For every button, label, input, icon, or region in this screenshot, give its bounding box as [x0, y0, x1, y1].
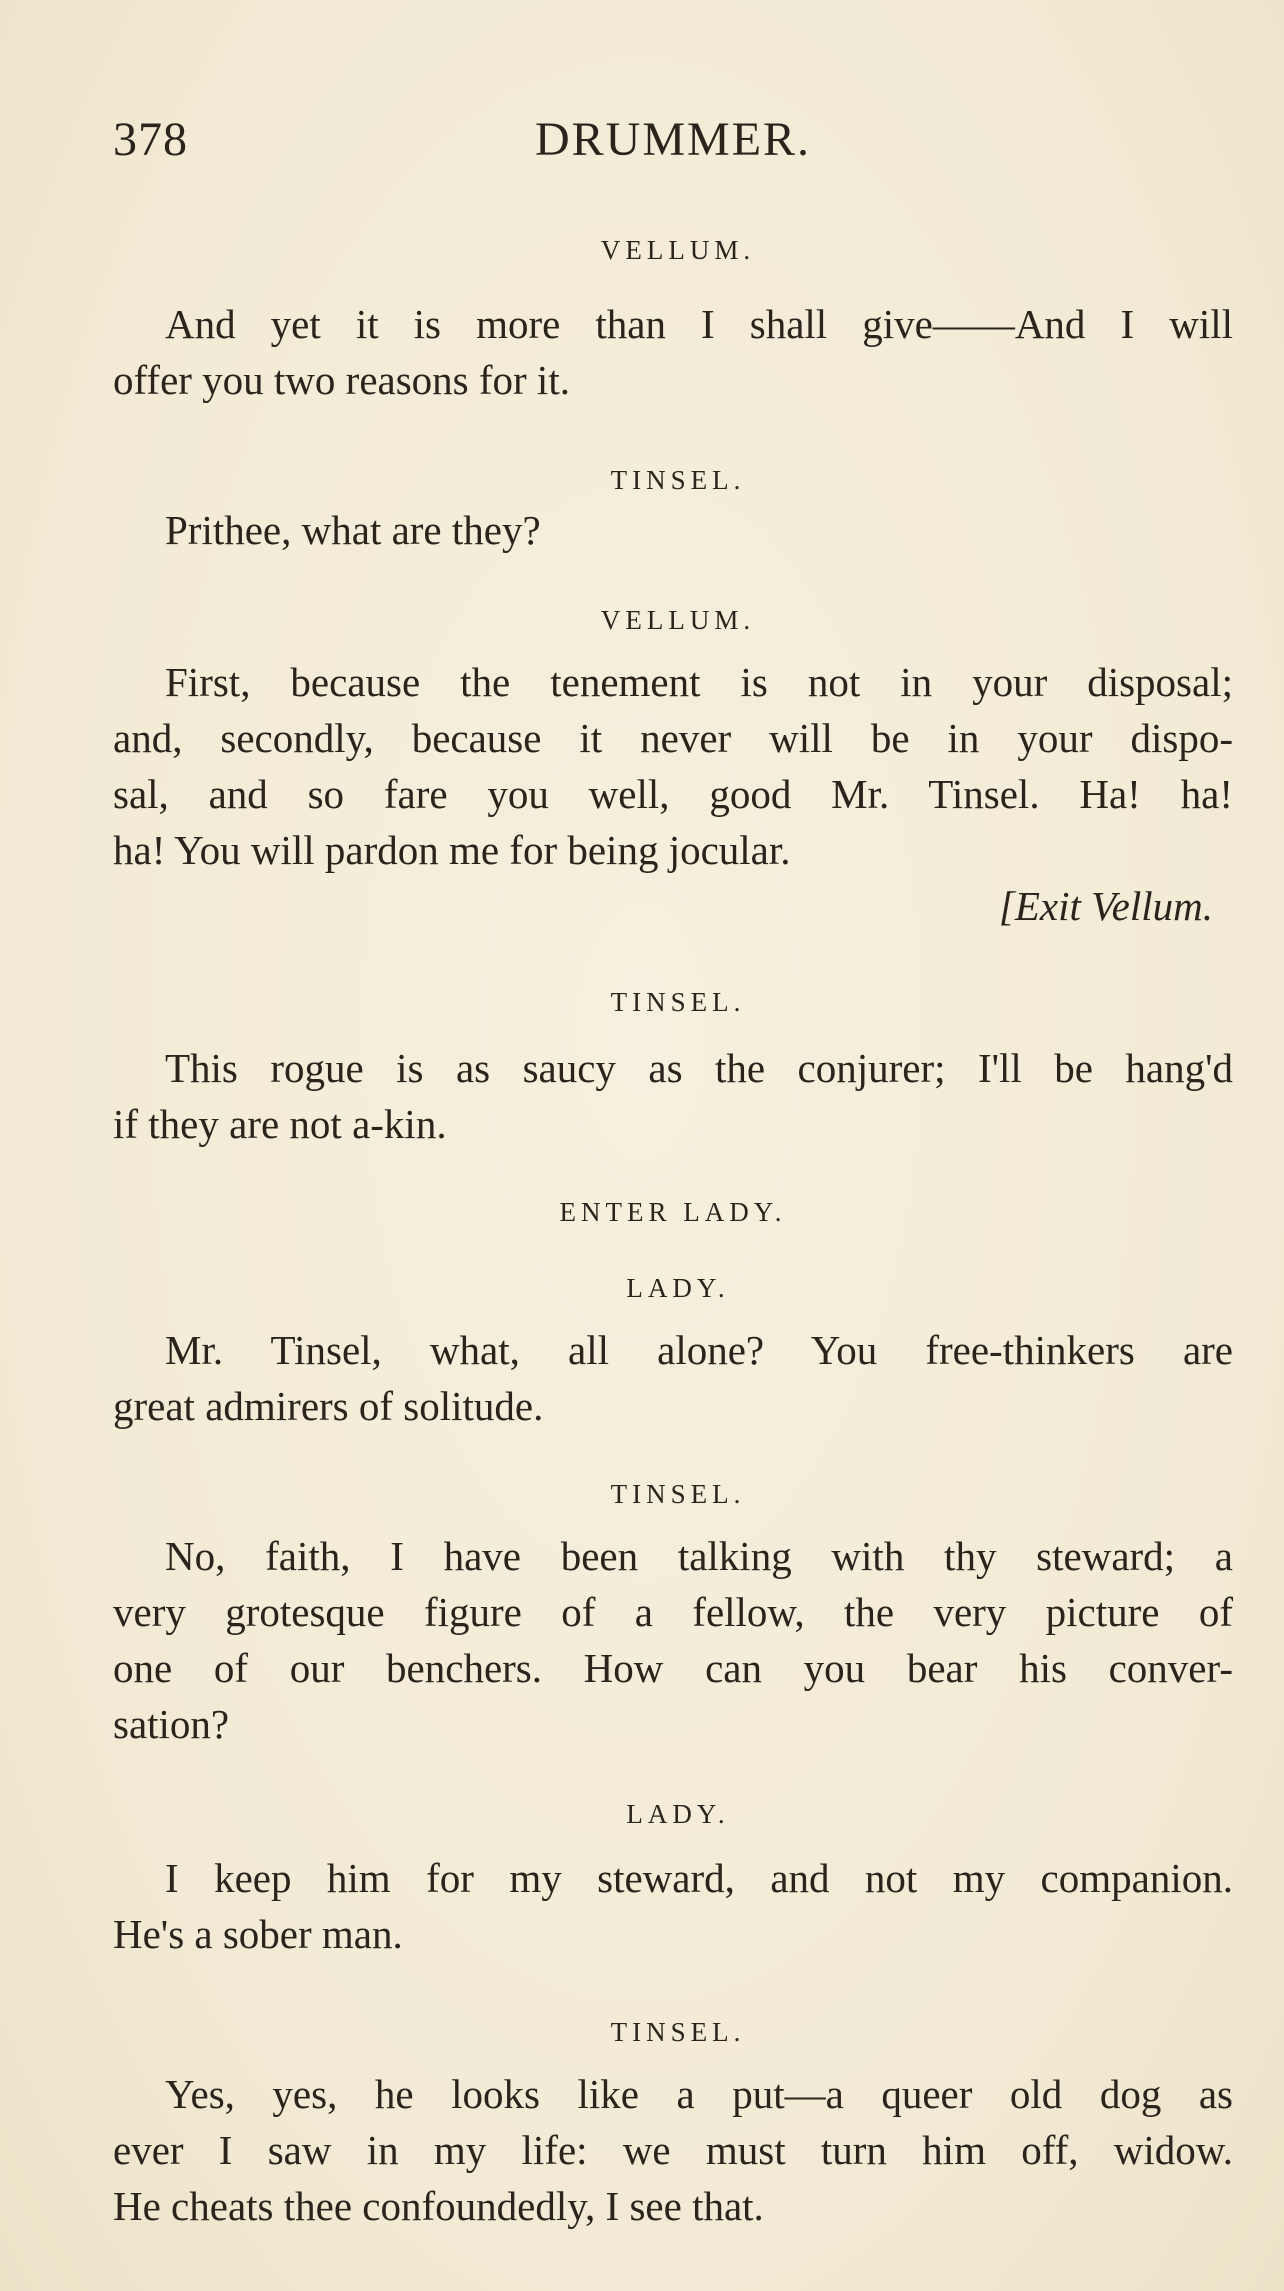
- speech-line: He cheats thee confoundedly, I see that.: [113, 2183, 764, 2229]
- speech-text: [113, 1528, 1233, 1752]
- speech-line: Prithee, what are they?: [165, 507, 541, 553]
- speech-block: [113, 1794, 1233, 1962]
- speech-line: ha! You will pardon me for being jocular.: [113, 827, 791, 873]
- speech-line: First, because the tenement is not in your disposal;: [165, 659, 1233, 705]
- speech-block: [113, 2012, 1233, 2234]
- speech-line: No, faith, I have been talking with thy steward; a: [165, 1533, 1233, 1579]
- stage-heading-block: [113, 1192, 1233, 1232]
- speech-text: [113, 1850, 1233, 1962]
- speech-text: [113, 1040, 1233, 1152]
- speaker-name: TINSEL.: [610, 987, 746, 1017]
- speaker-name: TINSEL.: [610, 465, 746, 495]
- speech-text: [113, 1322, 1233, 1434]
- speaker-name: LADY.: [626, 1273, 730, 1303]
- speaker-name: LADY.: [626, 1799, 730, 1829]
- speech-block: [113, 600, 1233, 934]
- speech-line: Mr. Tinsel, what, all alone? You free-thinkers are: [165, 1327, 1233, 1373]
- speaker-name: TINSEL.: [610, 2017, 746, 2047]
- speaker-name: VELLUM.: [600, 605, 756, 635]
- speech-line: I keep him for my steward, and not my companion.: [165, 1855, 1233, 1901]
- page-number: 378: [113, 113, 188, 166]
- speech-block: [113, 982, 1233, 1152]
- speech-text: [113, 296, 1233, 408]
- stage-heading: ENTER LADY.: [559, 1197, 787, 1227]
- speech-line: offer you two reasons for it.: [113, 357, 570, 403]
- speech-block: [113, 230, 1233, 408]
- speech-line: ever I saw in my life: we must turn him off, widow.: [113, 2127, 1233, 2173]
- stage-direction: [Exit Vellum.: [998, 883, 1213, 929]
- speech-line: and, secondly, because it never will be in your dispo-: [113, 715, 1233, 761]
- speaker-name: VELLUM.: [600, 235, 756, 265]
- play-text: [113, 230, 1233, 2234]
- speech-line: This rogue is as saucy as the conjurer; I'll be hang'd: [165, 1045, 1233, 1091]
- speech-line: very grotesque figure of a fellow, the very picture of: [113, 1589, 1233, 1635]
- speech-text: [113, 2066, 1233, 2234]
- speech-block: [113, 1268, 1233, 1434]
- speech-line: Yes, yes, he looks like a put—a queer old dog as: [165, 2071, 1233, 2117]
- speech-line: And yet it is more than I shall give——And I will: [165, 301, 1233, 347]
- speech-line: sation?: [113, 1701, 230, 1747]
- speech-line: one of our benchers. How can you bear his conver-: [113, 1645, 1233, 1691]
- speech-block: [113, 460, 1233, 558]
- page-header: [113, 112, 1173, 182]
- speech-block: [113, 1474, 1233, 1752]
- running-head: DRUMMER.: [535, 113, 812, 166]
- speaker-name: TINSEL.: [610, 1479, 746, 1509]
- speech-line: great admirers of solitude.: [113, 1383, 544, 1429]
- speech-text: [113, 502, 1233, 558]
- speech-line: He's a sober man.: [113, 1911, 403, 1957]
- speech-line: sal, and so fare you well, good Mr. Tinsel. Ha! ha!: [113, 771, 1233, 817]
- speech-text: [113, 654, 1233, 878]
- speech-line: if they are not a-kin.: [113, 1101, 447, 1147]
